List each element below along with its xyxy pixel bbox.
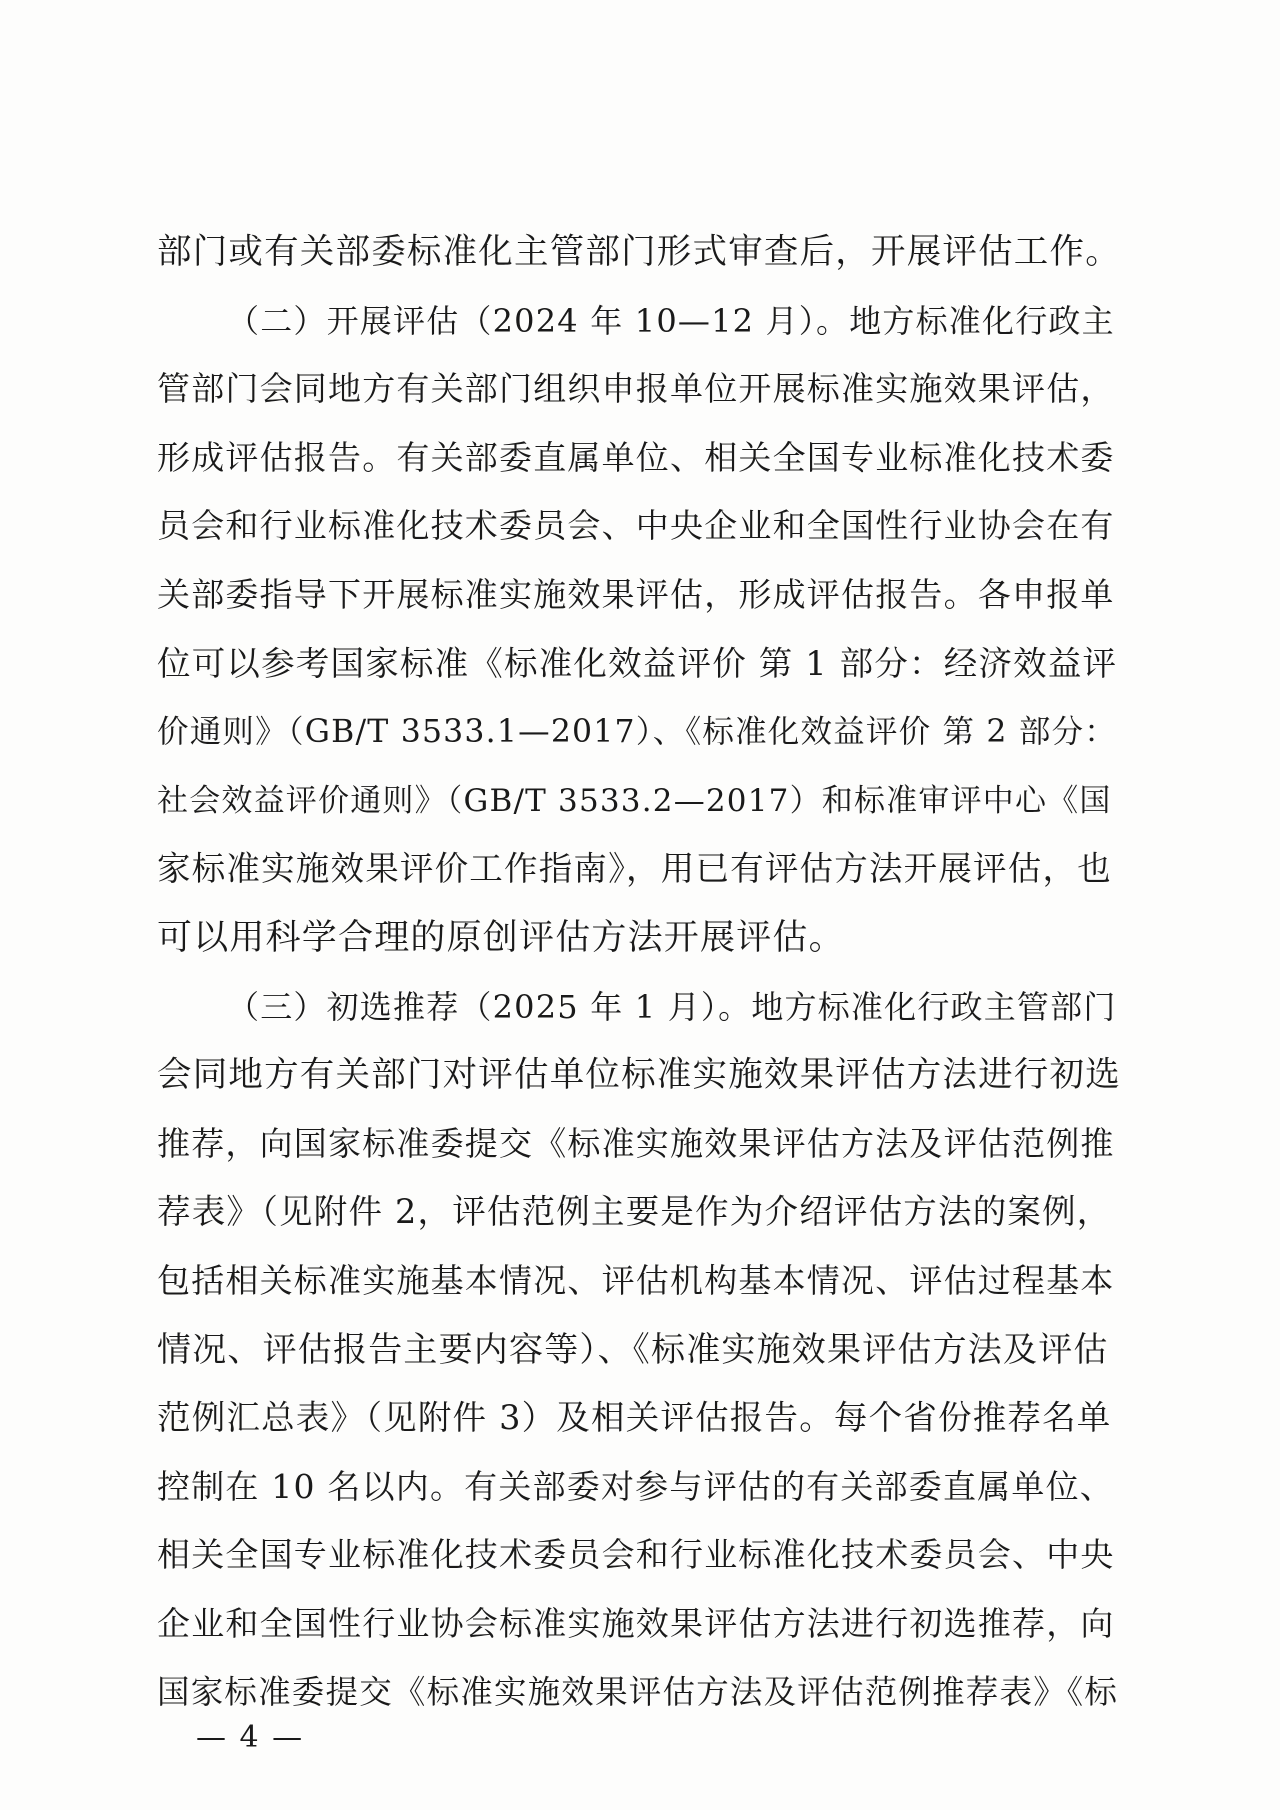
text-line: 企业和全国性行业协会标准实施效果评估方法进行初选推荐，向 bbox=[157, 1603, 1115, 1643]
text-line: 社会效益评价通则》（GB/T 3533.2—2017）和标准审评中心《国 bbox=[157, 782, 1112, 819]
text-line: 范例汇总表》（见附件 3）及相关评估报告。每个省份推荐名单 bbox=[157, 1398, 1112, 1438]
text-line: 部门或有关部委标准化主管部门形式审查后，开展评估工作。 bbox=[157, 232, 1121, 272]
text-line: 形成评估报告。有关部委直属单位、相关全国专业标准化技术委 bbox=[157, 437, 1115, 477]
text-line: 位可以参考国家标准《标准化效益评价 第 1 部分：经济效益评 bbox=[157, 643, 1118, 683]
text-line: 价通则》（GB/T 3533.1—2017）、《标准化效益评价 第 2 部分： bbox=[157, 714, 1117, 751]
text-line: 会同地方有关部门对评估单位标准实施效果评估方法进行初选 bbox=[157, 1055, 1121, 1096]
text-line: 家标准实施效果评价工作指南》，用已有评估方法开展评估，也 bbox=[157, 849, 1112, 889]
section-heading-line: （三）初选推荐（2025 年 1 月）。地方标准化行政主管部门 bbox=[227, 987, 1117, 1026]
text-line: 管部门会同地方有关部门组织申报单位开展标准实施效果评估， bbox=[157, 369, 1115, 409]
page-number: — 4 — bbox=[196, 1720, 305, 1755]
text-line: 员会和行业标准化技术委员会、中央企业和全国性行业协会在有 bbox=[157, 506, 1115, 546]
text-line: 荐表》（见附件 2，评估范例主要是作为介绍评估方法的案例， bbox=[157, 1192, 1112, 1232]
body-text bbox=[157, 218, 1122, 1727]
text-line: 可以用科学合理的原创评估方法开展评估。 bbox=[157, 917, 845, 958]
text-line: 推荐，向国家标准委提交《标准实施效果评估方法及评估范例推 bbox=[157, 1123, 1115, 1163]
text-line: 关部委指导下开展标准实施效果评估，形成评估报告。各申报单 bbox=[157, 574, 1115, 614]
section-heading-line: （二）开展评估（2024 年 10—12 月）。地方标准化行政主 bbox=[227, 301, 1115, 340]
text-line: 包括相关标准实施基本情况、评估机构基本情况、评估过程基本 bbox=[157, 1260, 1115, 1300]
text-line: 情况、评估报告主要内容等）、《标准实施效果评估方法及评估 bbox=[157, 1329, 1109, 1370]
text-line: 控制在 10 名以内。有关部委对参与评估的有关部委直属单位、 bbox=[157, 1466, 1114, 1506]
text-line: 国家标准委提交《标准实施效果评估方法及评估范例推荐表》《标 bbox=[157, 1673, 1119, 1712]
text-line: 相关全国专业标准化技术委员会和行业标准化技术委员会、中央 bbox=[157, 1535, 1115, 1575]
